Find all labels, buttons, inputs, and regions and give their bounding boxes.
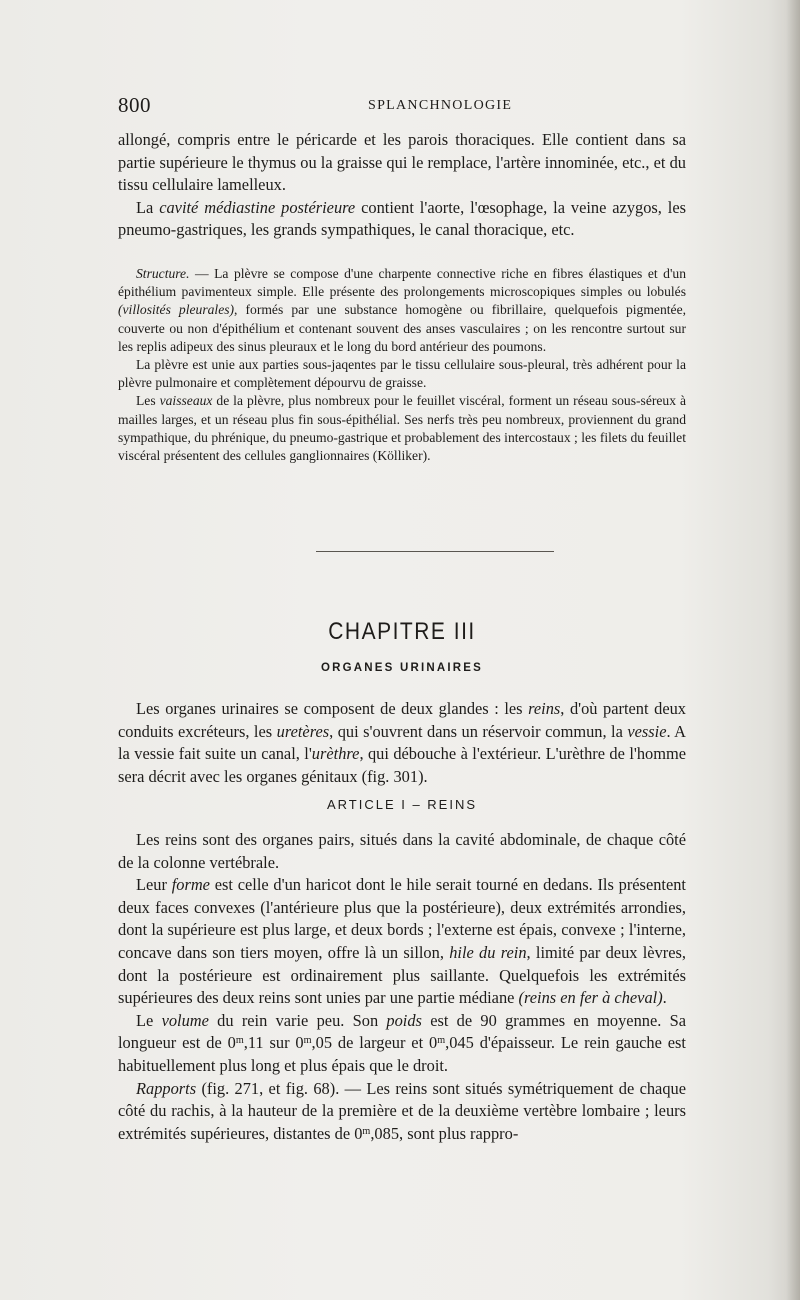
intro-paragraphs [118,129,686,242]
italic-run: cavité médiastine postérieure [159,197,356,217]
running-head: SPLANCHNOLOGIE [368,98,513,113]
page-number: 800 [118,93,151,117]
text-run: ,11 sur 0 [243,1033,304,1053]
text-run: Les [136,393,160,409]
article-title: ARTICLE I – REINS [326,797,478,812]
text-run: , formés par une substance homogène ou fibrillaire, quelquefois pigmentée, couverte ou non d'épithélium et contenant souvent des anses vasculaires ; on les rencontre surtout sur les replis adipeux des sinus pleuraux et le long du bord antérieur des poumons. [118,302,687,354]
structure-paragraphs [118,265,686,465]
text-run: Les reins sont des organes pairs, situés dans la cavité abdominale, de chaque côté de la colonne vertébrale. [118,830,686,872]
paragraph [118,392,686,465]
chapter-intro-text [118,698,686,788]
paragraph [118,874,686,1010]
chapter-subtitle: ORGANES URINAIRES [321,662,483,674]
superscript-run: m [303,1035,312,1047]
text-run: est de 90 grammes en moyenne. Sa longueur est de 0 [118,1010,686,1053]
italic-run: Structure. [136,266,190,281]
text-run: ,045 d'épaisseur. Le rein gauche est habituellement plus long et plus épais que le droit. [118,1033,686,1075]
text-run: ,05 de largeur et 0 [311,1033,438,1053]
italic-run: vessie [627,721,667,741]
italic-run: Rapports [136,1078,197,1098]
paragraph [118,1078,686,1146]
italic-run: urèthre [311,744,360,764]
paragraph [118,197,686,242]
text-run: Les organes urinaires se composent de deux glandes : les [136,699,529,718]
italic-run: (reins en fer à cheval) [518,988,663,1008]
italic-run: forme [171,875,210,895]
text-run: , qui débouche à l'extérieur. L'urèthre de l'homme sera décrit avec les organes génitaux (fig. 301). [118,744,686,786]
text-run: Le [136,1010,162,1030]
text-run: La [136,197,160,217]
text-run: . [662,988,667,1008]
text-run: est celle d'un haricot dont le hile serait tourné en dedans. Ils présentent deux faces convexes (l'antérieure plus que la postérieure), deux extrémités arrondies, dont la supérieure est plus large, et deux bords ; l'externe est épais, convexe ; l'interne, concave dans son tiers moyen, offre là un sillon, [118,875,686,962]
text-run: , limité par deux lèvres, dont la postérieure est ordinairement plus saillante. Quelquefois les extrémités supérieures des deux reins sont unies par une partie médiane [118,942,686,1008]
paragraph [118,129,686,197]
superscript-run: m [362,1125,371,1137]
structure-text [118,265,686,465]
text-run: ,085, sont plus rappro- [370,1123,519,1143]
text-run: Leur [136,875,172,895]
text-run: du rein varie peu. Son [208,1010,387,1030]
italic-run: uretères [276,721,330,741]
chapter-paragraphs [118,698,686,788]
page-header [118,93,685,117]
text-run: , d'où partent deux conduits excréteurs, les [118,699,686,741]
text-run: contient l'aorte, l'œsophage, la veine azygos, les pneumo-gastriques, les grands sympathiques, le canal thoracique, etc. [118,197,686,240]
superscript-run: m [235,1035,244,1047]
paragraph [118,829,686,874]
italic-run: poids [386,1010,422,1030]
section-divider [316,551,554,552]
superscript-run: m [437,1035,446,1047]
paragraph [118,1010,686,1078]
italic-run: volume [161,1010,209,1030]
italic-run: (villosités pleurales) [118,302,235,318]
chapter-title: CHAPITRE III [328,618,476,645]
paragraph [118,356,686,392]
text-run: , qui s'ouvrent dans un réservoir commun, la [329,721,628,741]
text-run: (fig. 271, et fig. 68). — Les reins sont situés symétriquement de chaque côté du rachis, à la hauteur de la première et de la deuxième vertèbre lombaire ; leurs extrémités supérieures, distantes de 0 [118,1078,686,1143]
paragraph [118,265,686,356]
italic-run: hile du rein [449,942,527,962]
italic-run: vaisseaux [159,393,213,409]
article-paragraphs [118,829,686,1145]
italic-run: reins [528,699,561,718]
text-run: La plèvre est unie aux parties sous-jaqentes par le tissu cellulaire sous-pleural, très adhérent pour la plèvre pulmonaire et complètement dépourvu de graisse. [118,357,686,391]
text-run: allongé, compris entre le péricarde et les parois thoraciques. Elle contient dans sa partie supérieure le thymus ou la graisse qui le remplace, l'artère innominée, etc., et du tissu cellulaire lamelleux. [118,130,686,195]
text-run: . A la vessie fait suite un canal, l' [118,721,686,764]
text-run: — La plèvre se compose d'une charpente connective riche en fibres élastiques et d'un épithélium pavimenteux simple. Elle présente des prolongements microscopiques simples ou lobulés [118,266,686,300]
text-run: de la plèvre, plus nombreux pour le feuillet viscéral, forment un réseau sous-séreux à mailles larges, et un réseau plus fin sous-épithélial. Ses nerfs très peu nombreux, proviennent du grand sympathique, du phrénique, du pneumo-gastrique et probablement des intercostaux ; les filets du feuillet viscéral présentent des cellules ganglionnaires (Kölliker). [118,393,687,464]
paragraph [118,698,686,788]
article-text [118,829,686,1145]
intro-text [118,129,686,242]
